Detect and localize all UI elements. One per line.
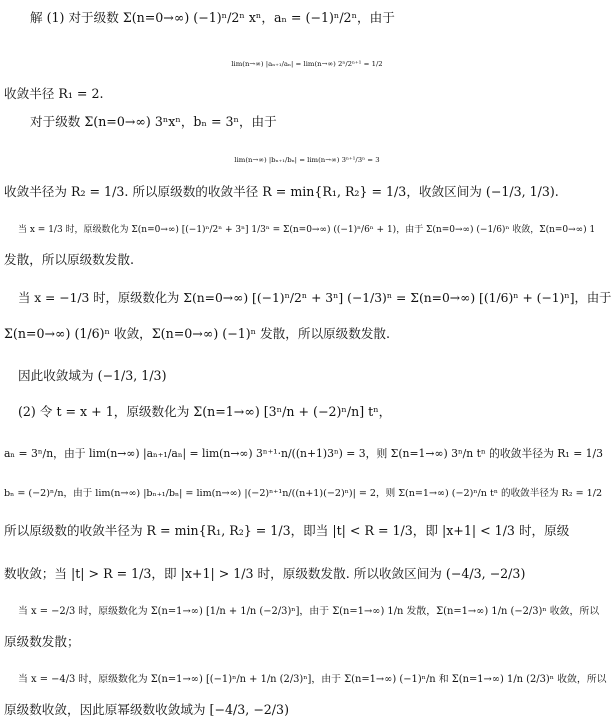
solution-line-1: 解 (1) 对于级数 Σ(n=0→∞) (−1)ⁿ/2ⁿ xⁿ，aₙ = (−1)ⁿ/2ⁿ，由于 bbox=[30, 10, 395, 25]
part-2-series-a: aₙ = 3ⁿ/n，由于 lim(n→∞) |aₙ₊₁/aₙ| = lim(n→∞) 3ⁿ⁺¹·n/((n+1)3ⁿ) = 3，则 Σ(n=1→∞) 3ⁿ/n tⁿ 的收敛半径为 R₁ = 1/3 bbox=[4, 447, 604, 460]
endpoint-minus-four-thirds: 当 x = −4/3 时，原级数化为 Σ(n=1→∞) [(−1)ⁿ/n + 1/n (2/3)ⁿ]，由于 Σ(n=1→∞) (−1)ⁿ/n 和 Σ(n=1→∞) 1/n (2/3)ⁿ 收敛，所以 bbox=[18, 674, 607, 685]
endpoint-positive-third: 当 x = 1/3 时，原级数化为 Σ(n=0→∞) [(−1)ⁿ/2ⁿ + 3ⁿ] 1/3ⁿ = Σ(n=0→∞) ((−1)ⁿ/6ⁿ + 1)，由于 Σ(n=0→∞) (−1/6)ⁿ 收敛，Σ(n=0→∞) 1 bbox=[18, 225, 596, 235]
ratio-limit-b-1: lim(n→∞) |bₙ₊₁/bₙ| = lim(n→∞) 3ⁿ⁺¹/3ⁿ = 3 bbox=[234, 156, 380, 164]
endpoint-minus-two-thirds: 当 x = −2/3 时，原级数化为 Σ(n=1→∞) [1/n + 1/n (−2/3)ⁿ]，由于 Σ(n=1→∞) 1/n 发散，Σ(n=1→∞) 1/n (−2/3)ⁿ 收敛，所以 bbox=[18, 606, 600, 617]
endpoint-negative-third-conclusion: Σ(n=0→∞) (1/6)ⁿ 收敛，Σ(n=0→∞) (−1)ⁿ 发散，所以原级数发散. bbox=[4, 326, 391, 341]
radius-r1: 收敛半径 R₁ = 2. bbox=[4, 86, 104, 101]
final-domain: 原级数收敛，因此原幂级数收敛域为 [−4/3, −2/3) bbox=[4, 702, 289, 717]
endpoint-positive-third-conclusion: 发散，所以原级数发散. bbox=[4, 252, 134, 267]
endpoint-minus-two-thirds-conclusion: 原级数发散； bbox=[4, 634, 80, 649]
ratio-limit-a-1: lim(n→∞) |aₙ₊₁/aₙ| = lim(n→∞) 2ⁿ/2ⁿ⁺¹ = 1/2 bbox=[231, 60, 383, 68]
series-b-intro: 对于级数 Σ(n=0→∞) 3ⁿxⁿ，bₙ = 3ⁿ，由于 bbox=[30, 114, 277, 129]
part-2-series-b: bₙ = (−2)ⁿ/n，由于 lim(n→∞) |bₙ₊₁/bₙ| = lim(n→∞) |(−2)ⁿ⁺¹n/((n+1)(−2)ⁿ)| = 2，则 Σ(n=1→∞) (−2)ⁿ/n tⁿ 的收敛半径为 R₂ = 1/2 bbox=[4, 488, 603, 499]
part-2-interval: 数收敛；当 |t| > R = 1/3，即 |x+1| > 1/3 时，原级数发散. 所以收敛区间为 (−4/3, −2/3) bbox=[4, 566, 526, 581]
part-2-radius: 所以原级数的收敛半径为 R = min{R₁, R₂} = 1/3，即当 |t| < R = 1/3，即 |x+1| < 1/3 时，原级 bbox=[4, 523, 570, 538]
radius-r2-and-interval: 收敛半径为 R₂ = 1/3. 所以原级数的收敛半径 R = min{R₁, R₂} = 1/3，收敛区间为 (−1/3, 1/3). bbox=[4, 184, 559, 199]
part-2-substitution: (2) 令 t = x + 1，原级数化为 Σ(n=1→∞) [3ⁿ/n + (−2)ⁿ/n] tⁿ， bbox=[18, 404, 392, 419]
domain-part-1: 因此收敛域为 (−1/3, 1/3) bbox=[18, 368, 167, 383]
endpoint-negative-third: 当 x = −1/3 时，原级数化为 Σ(n=0→∞) [(−1)ⁿ/2ⁿ + 3ⁿ] (−1/3)ⁿ = Σ(n=0→∞) [(1/6)ⁿ + (−1)ⁿ]，由于 bbox=[18, 291, 612, 305]
